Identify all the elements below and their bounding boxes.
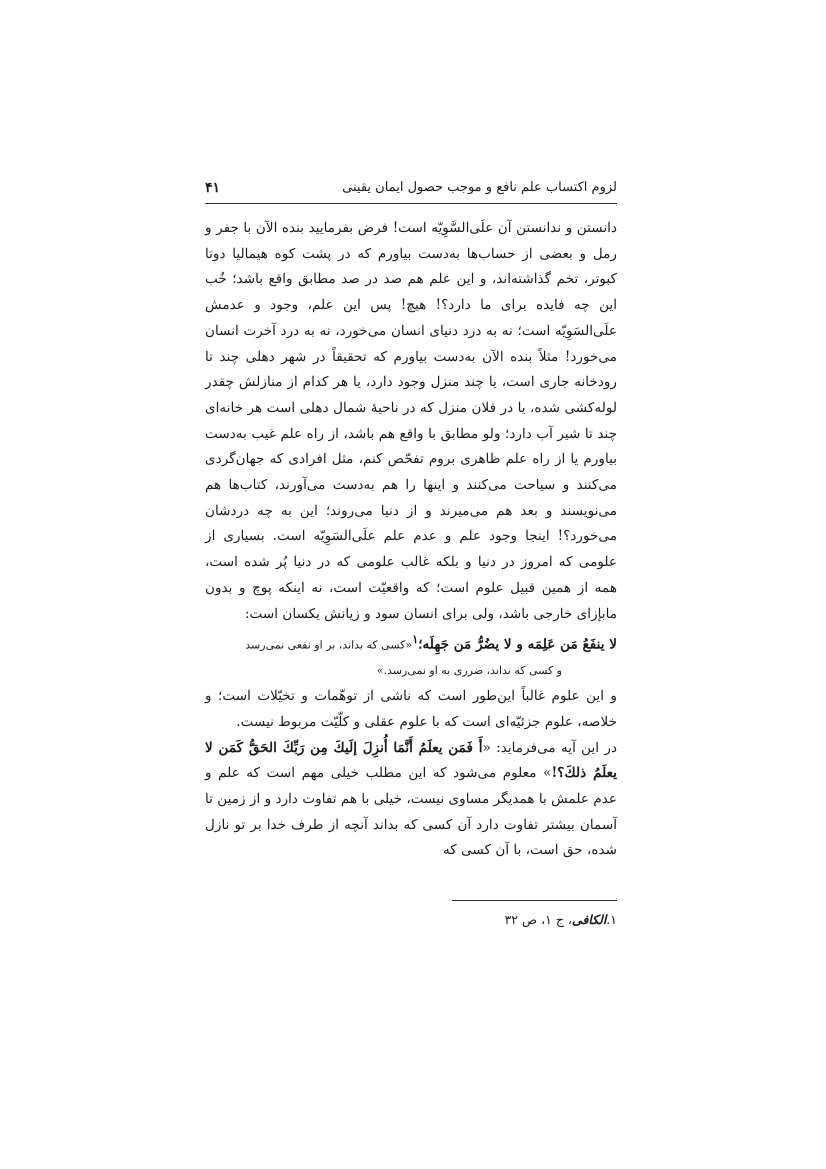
paragraph-3-rest: » معلوم می‌شود که این مطلب خیلی مهم است که علم و عدم علمش با همدیگر مساوی نیست، خیلی با هم تفاوت دارد و از زمین تا آسمان بیشتر تفاوت دارد آن کسی که بداند آنچه از طرف خدا بر تو نازل شده، حق است، با آن کسی که <box>205 765 617 859</box>
paragraph-3 <box>205 736 617 865</box>
running-header <box>205 180 617 202</box>
hadith-translation-continued: و کسی که نداند، ضرری به او نمی‌رسد.» <box>376 664 562 678</box>
footnote-marker: ۱ <box>412 632 419 647</box>
hadith-translation: «کسی که بداند، بر او نفعی نمی‌رسد <box>245 638 413 652</box>
paragraph-1: دانستن و ندانستن آن علَی‌السَّوِیّه است! فرض بفرمایید بنده الآن با جفر و رمل و بعضی از حساب‌ها به‌دست بیاورم که در پشت کوه هیمالیا دوتا کبوتر، تخم گذاشته‌اند، و این علم هم صد در صد مطابق واقع باشد؛ خُب این چه فایده برای ما دارد؟! هیچ! پس این علم، وجود و عدمش علَی‌السَوِیّه است؛ نه به درد دنیای انسان می‌خورد، نه به درد آخرت انسان می‌خورد! مثلاً بنده الآن به‌دست بیاورم که تحقیقاً در شهر دهلی چند تا رودخانه جاری است، یا چند منزل وجود دارد، یا هر کدام از منازلش چقدر لوله‌کشی شده، یا در فلان منزل که در ناحیهٔ شمال دهلی است هر خانه‌ای چند تا شیر آب دارد؛ ولو مطابق با واقع هم باشد، از راه علم غیب به‌دست بیاورم یا از راه علم ظاهری بروم تفحّص کنم، مثل افرادی که جهان‌گردی می‌کنند و سیاحت می‌کنند و اینها را هم به‌دست می‌آورند، کتاب‌ها هم می‌نویسند و بعد هم می‌میرند و از دنیا می‌روند؛ این به چه دردشان می‌خورد؟! اینجا وجود علم و عدم علم علَی‌السَوِیّه است. بسیاری از علومی که امروز در دنیا و بلکه غالب علومی که در دنیا پُر شده است، همه از همین قبیل علوم است؛ که واقعیّت است، نه اینکه پوچ و بدون مابإزای خارجی باشد، ولی برای انسان سود و زیانش یکسان است: <box>205 220 617 622</box>
main-text <box>205 216 617 864</box>
footnote <box>505 912 617 927</box>
footnote-divider <box>452 900 617 901</box>
hadith-quote <box>205 627 617 658</box>
chapter-title: لزوم اکتساب علم نافع و موجب حصول ایمان یقینی <box>342 180 617 195</box>
hadith-arabic: لا ینفَعُ مَن عَلِمَه و لا یضُرُّ مَن جَهِلَه؛ <box>418 636 617 653</box>
quran-verse: أَ فَمَن یعلَمُ أَنَّمَا أُنزِلَ إلَیكَ مِن رَبِّكَ الحَقُّ کَمَن لا یعلَمُ ذلكَ؟! <box>205 739 617 782</box>
page-number: ۴۱ <box>205 180 221 196</box>
header-divider <box>205 203 617 204</box>
paragraph-2: و این علوم غالباً این‌طور است که ناشی از توهّمات و تخیّلات است؛ و خلاصه، علوم جزئیّه‌ای است که با علوم عقلی و کلّیّت مربوط نیست. <box>205 688 617 730</box>
paragraph-3-intro: در این آیه می‌فرماید: « <box>482 739 617 756</box>
footnote-number: ۱. <box>606 912 617 927</box>
footnote-book-title: الکافی <box>571 912 607 927</box>
footnote-details: ، ج ۱، ص ۳۲ <box>504 912 572 927</box>
